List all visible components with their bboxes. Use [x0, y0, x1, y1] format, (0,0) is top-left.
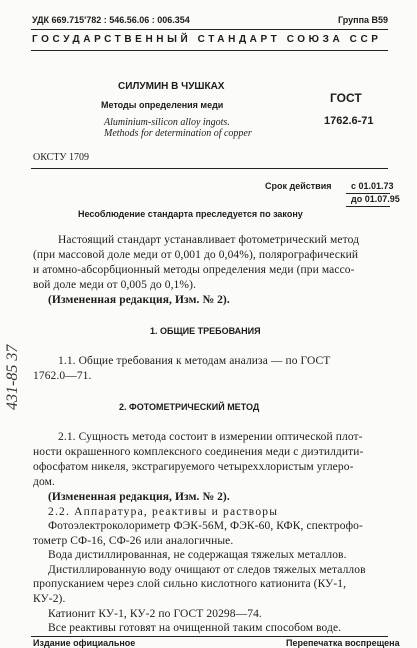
intro-line-3: и атомно-абсорбционный методы определения меди (при массо-	[33, 264, 355, 276]
p22-line-1: Фотоэлектроколориметр ФЭК-56М, ФЭК-60, КФК, спектрофо-	[48, 520, 363, 532]
section-2-line-2: ности окрашенного комплексного соединения меди с диэтилдити-	[33, 446, 364, 458]
section-2-amendment: (Измененная редакция, Изм. № 2).	[48, 491, 230, 503]
title-rule	[31, 168, 388, 169]
reprint-prohibited-label: Перепечатка воспрещена	[286, 638, 400, 648]
okstu-code: ОКСТУ 1709	[33, 152, 90, 163]
subtitle-ru: Методы определения меди	[101, 100, 224, 110]
standard-banner: ГОСУДАРСТВЕННЫЙ СТАНДАРТ СОЮЗА ССР	[32, 34, 382, 45]
p22-line-5: пропусканием через слой сильно кислотного катионита (КУ-1,	[33, 578, 347, 590]
gost-number: 1762.6-71	[324, 115, 374, 127]
section-2-heading: 2. ФОТОМЕТРИЧЕСКИЙ МЕТОД	[119, 402, 260, 412]
header-rule-top	[31, 29, 388, 30]
validity-to: до 01.07.95	[351, 194, 400, 204]
group-code: Группа В59	[338, 15, 389, 25]
intro-amendment: (Измененная редакция, Изм. № 2).	[48, 294, 230, 306]
validity-label: Срок действия	[265, 181, 332, 191]
footer-rule	[31, 636, 388, 637]
title-en: Aluminium-silicon alloy ingots.	[104, 117, 230, 128]
intro-line-1: Настоящий стандарт устанавливает фотометрический метод	[58, 234, 360, 246]
validity-from: с 01.01.73	[351, 181, 394, 191]
p22-line-4: Дистиллированную воду очищают от следов тяжелых металлов	[48, 564, 366, 576]
title-ru: СИЛУМИН В ЧУШКАХ	[118, 81, 225, 92]
legal-warning: Несоблюдение стандарта преследуется по закону	[78, 209, 303, 219]
header-rule-bottom	[31, 50, 388, 51]
gost-label: ГОСТ	[330, 91, 362, 105]
section-2-line-1: 2.1. Сущность метода состоит в измерении оптической плот-	[58, 431, 363, 443]
udc-code: УДК 669.715'782 : 546.56.06 : 006.354	[32, 15, 190, 25]
official-edition-label: Издание официальное	[33, 638, 136, 648]
handwritten-margin-note: 431-85 37	[4, 344, 21, 410]
p22-line-6: КУ-2).	[33, 593, 66, 605]
section-2-line-4: дом.	[33, 476, 55, 488]
section-1-heading: 1. ОБЩИЕ ТРЕБОВАНИЯ	[150, 326, 261, 336]
subtitle-en: Methods for determination of copper	[104, 128, 252, 139]
section-1-line-2: 1762.0—71.	[33, 370, 92, 382]
p22-line-7: Катионит КУ-1, КУ-2 по ГОСТ 20298—74.	[48, 608, 262, 620]
intro-line-2: (при массовой доле меди от 0,001 до 0,04%), полярографический	[33, 249, 359, 261]
validity-underline-2	[346, 206, 390, 207]
section-2-line-3: офосфатом никеля, экстрагируемого четыреххлористым углеро-	[33, 461, 354, 473]
section-2-2-heading: 2.2. Аппаратура, реактивы и растворы	[48, 506, 279, 518]
p22-line-3: Вода дистиллированная, не содержащая тяжелых металлов.	[48, 549, 347, 561]
p22-line-8: Все реактивы готовят на очищенной таким способом воде.	[48, 622, 342, 634]
intro-line-4: вой доле меди от 0,005 до 0,1%).	[33, 279, 196, 291]
section-1-line-1: 1.1. Общие требования к методам анализа — по ГОСТ	[58, 355, 331, 367]
p22-line-2: тометр СФ-16, СФ-26 или аналогичные.	[33, 535, 234, 547]
